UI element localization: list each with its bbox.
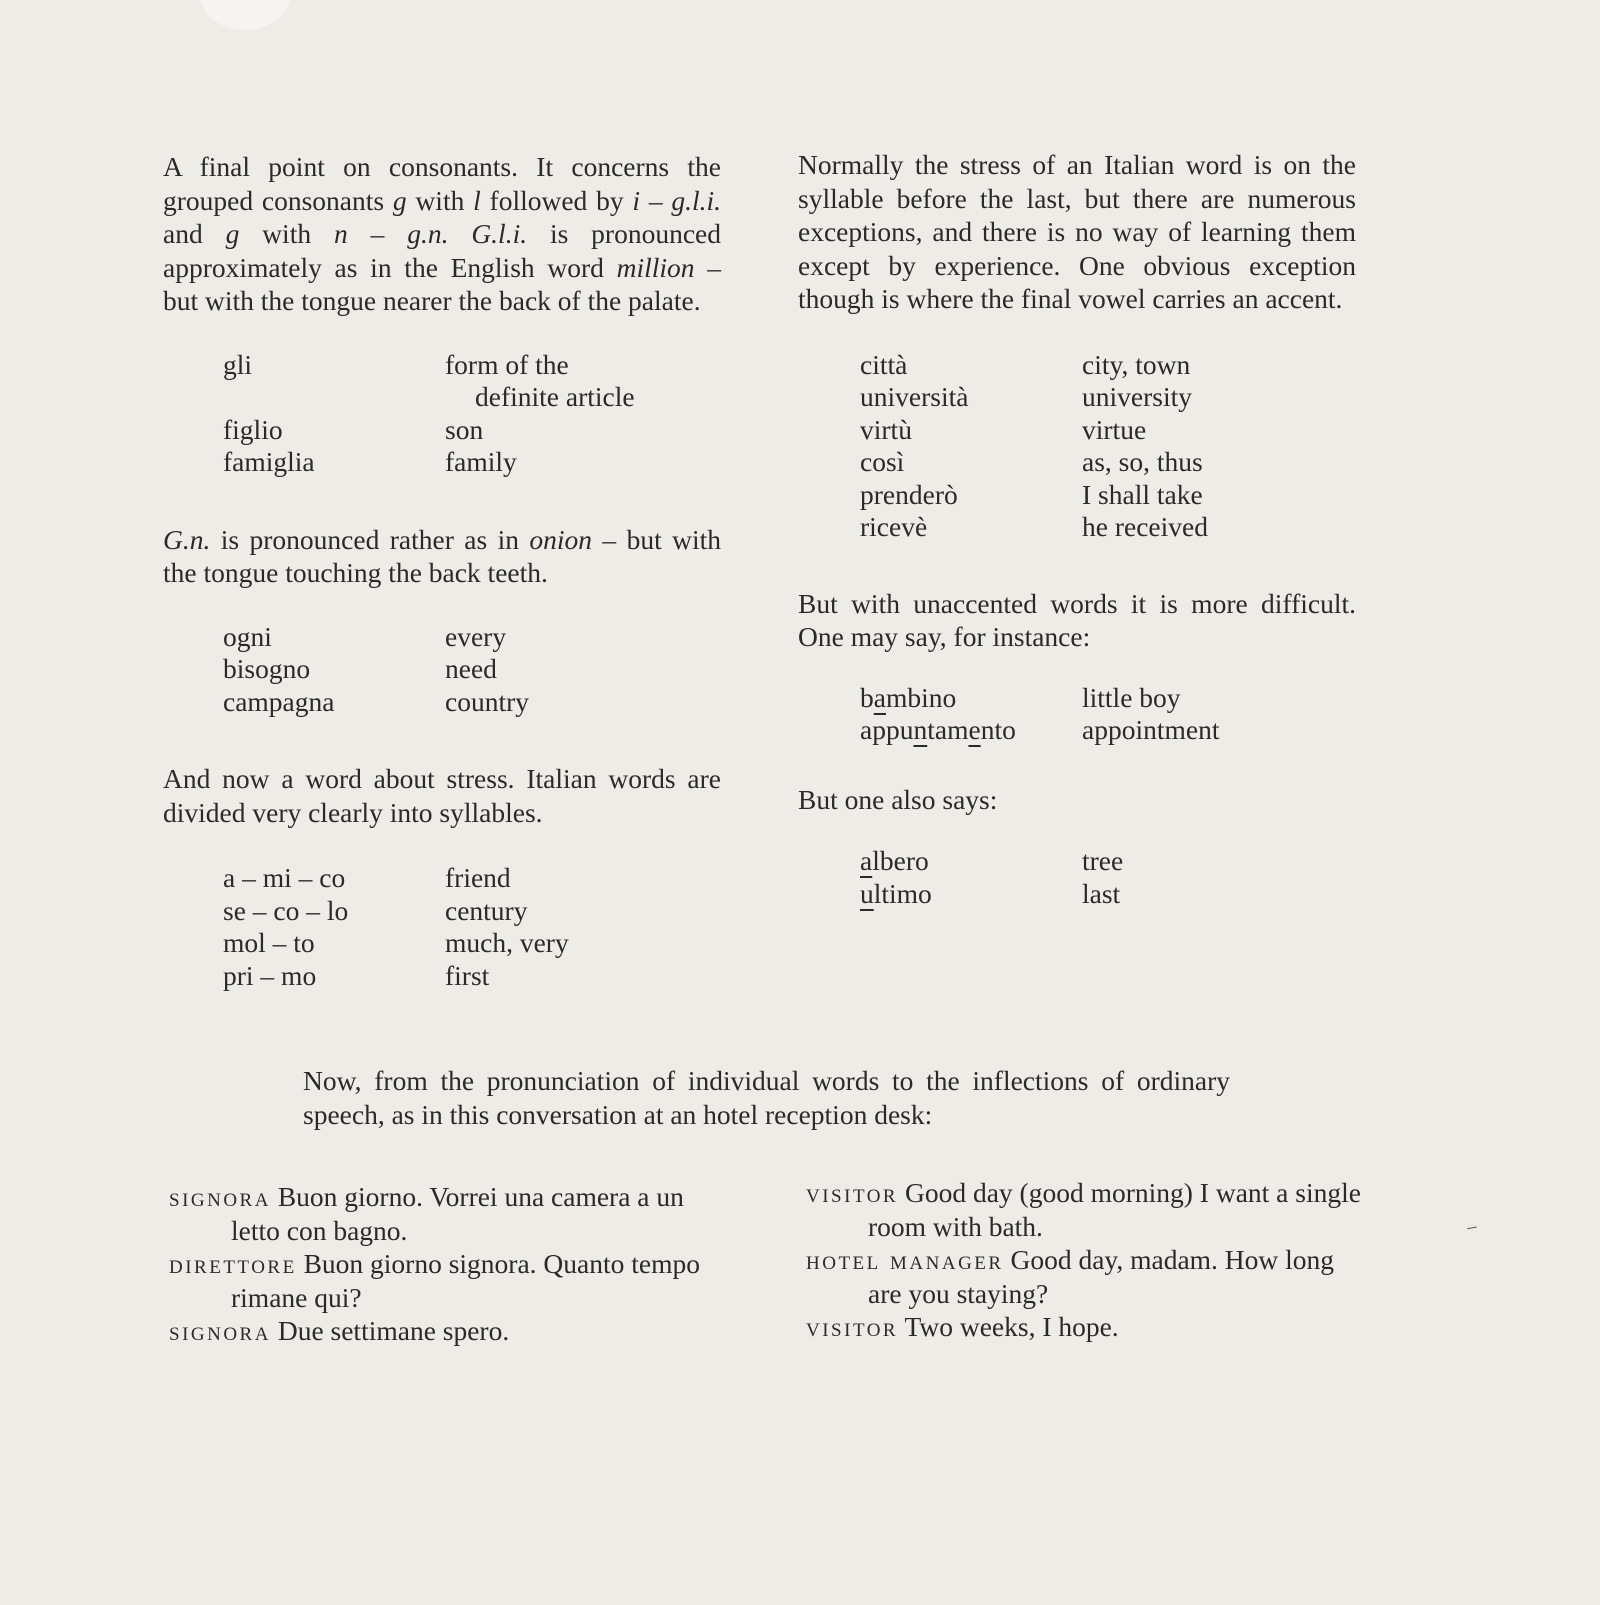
italian-word: pri – mo [223, 959, 317, 991]
speaker-name: visitor [806, 1178, 899, 1208]
english-translation: last [1082, 877, 1121, 909]
english-translation: as, so, thus [1082, 446, 1203, 477]
speaker-name: signora [169, 1182, 271, 1212]
text-run: – but with the tongue nearer the back of the palate. [163, 251, 722, 316]
dialogue-turn [806, 1310, 1362, 1344]
dialogue-line: Buon giorno signora. Quanto tempo rimane qui? [231, 1248, 700, 1313]
italian-word: ultimo [860, 877, 932, 909]
vocab-row [798, 845, 1123, 878]
left-column [163, 150, 721, 992]
bridge-paragraph: Now, from the pronunciation of individual words to the inflections of ordinary speech, as in this conversation at an hotel reception desk: [303, 1065, 1230, 1130]
vocab-row [163, 446, 635, 479]
english-translation: century [445, 894, 528, 926]
italian-word: così [860, 446, 905, 477]
english-translation: friend [445, 862, 511, 893]
italian-word: ogni [223, 620, 272, 652]
vocab-row [163, 862, 569, 895]
para-normal-stress [798, 148, 1356, 316]
vocab-row [163, 653, 529, 686]
vocab-row [798, 479, 1208, 512]
dialogue-line: Good day (good morning) I want a single room with bath. [868, 1177, 1361, 1242]
italic-term: onion [529, 523, 593, 555]
text-run: A final point on consonants. It concerns the grouped consonants [163, 151, 721, 216]
vocab-row [163, 686, 529, 719]
para-also-says [798, 783, 1356, 817]
text-run: is pronounced rather as in [210, 523, 530, 555]
italic-term: G.n. [163, 523, 211, 555]
dialogue-line: Buon giorno. Vorrei una camera a un letto con bagno. [231, 1181, 684, 1246]
vocab-row [163, 414, 635, 447]
italian-word: se – co – lo [223, 894, 349, 926]
vocab-gn-table [163, 621, 529, 719]
text-run: with [406, 184, 474, 216]
dialogue-turn [169, 1180, 729, 1247]
italian-word: famiglia [223, 446, 315, 477]
speaker-name: visitor [806, 1312, 899, 1342]
dialogue-line: Two weeks, I hope. [898, 1311, 1119, 1342]
italian-word: a – mi – co [223, 862, 346, 893]
dialogue-turn [806, 1243, 1362, 1310]
vocab-syllables-table [163, 862, 569, 992]
speaker-name: hotel manager [806, 1245, 1004, 1275]
text-run: followed by [480, 184, 633, 216]
italian-word: appuntamento [860, 714, 1016, 745]
vocab-row [798, 878, 1123, 911]
text-run: with [239, 218, 334, 249]
text-run: And now a word about stress. Italian words are divided very clearly into syllables. [163, 763, 721, 828]
stressed-syllable: a [860, 845, 873, 876]
italian-word: città [860, 348, 908, 380]
english-translation: need [445, 653, 497, 684]
dialogue-turn [169, 1314, 729, 1348]
para-unaccented [798, 587, 1356, 654]
vocab-row [798, 511, 1208, 544]
vocab-row [163, 960, 569, 993]
italian-word: albero [860, 845, 929, 876]
english-translation: university [1082, 381, 1192, 412]
text-run: But one also says: [798, 783, 998, 815]
english-translation: every [445, 620, 507, 652]
english-translation: he received [1082, 511, 1208, 542]
italic-term: million [616, 251, 695, 283]
stressed-syllable: u [860, 877, 874, 909]
italian-word: campagna [223, 685, 335, 717]
english-translation: city, town [1082, 348, 1191, 380]
stressed-syllable: a [873, 681, 886, 713]
italian-word: bisogno [223, 653, 311, 684]
italian-word: virtù [860, 413, 912, 445]
english-translation: tree [1082, 845, 1124, 876]
dialogue-line: Good day, madam. How long are you staying? [868, 1244, 1335, 1309]
vocab-row [798, 682, 1219, 715]
text-run: is pronounced approximately as in the English word [163, 218, 721, 283]
vocab-row [798, 414, 1208, 447]
english-translation-cont: definite article [475, 381, 635, 412]
english-translation: country [445, 685, 530, 717]
italian-word: prenderò [860, 478, 958, 510]
english-translation: I shall take [1082, 478, 1203, 510]
dialogue-english [806, 1176, 1362, 1344]
vocab-row [798, 446, 1208, 479]
italic-term: i – g.l.i. [632, 184, 722, 216]
vocab-row [163, 927, 569, 960]
vocab-also-table [798, 845, 1123, 910]
text-run: and [163, 218, 226, 249]
vocab-unaccented-table [798, 682, 1219, 747]
italic-term: g [392, 184, 407, 216]
english-translation: son [445, 413, 484, 445]
italian-word: mol – to [223, 927, 315, 958]
vocab-accent-table [798, 349, 1208, 544]
para-stress [163, 762, 721, 829]
dialogue-line: Due settimane spero. [270, 1315, 510, 1346]
page-corner-shadow [200, 0, 290, 30]
italic-term: n – g.n. G.l.i. [333, 218, 528, 249]
vocab-row [798, 349, 1208, 382]
margin-pen-mark: ⸝ [1463, 1212, 1485, 1237]
dialogue-turn [806, 1176, 1362, 1243]
italian-word: bambino [860, 681, 957, 713]
dialogue-italian [169, 1180, 729, 1348]
english-translation: family [445, 446, 517, 477]
italian-word: figlio [223, 413, 283, 445]
english-translation: first [445, 959, 490, 991]
speaker-name: signora [169, 1316, 271, 1346]
english-translation: appointment [1082, 714, 1220, 745]
english-translation: form of the definite article [445, 348, 635, 412]
text-run: Normally the stress of an Italian word is on the syllable before the last, but there are numerous exceptions, and there is no way of learning them except by experience. One obvious exception though is where the final vowel carries an accent. [798, 149, 1356, 314]
english-translation: much, very [445, 927, 569, 958]
vocab-gli-table [163, 349, 635, 479]
english-translation: little boy [1082, 681, 1181, 713]
right-column [798, 148, 1356, 910]
english-translation: virtue [1082, 413, 1147, 445]
italian-word: università [860, 381, 969, 412]
stressed-syllable: e [968, 714, 981, 745]
text-run: But with unaccented words it is more difficult. One may say, for instance: [798, 587, 1356, 652]
italic-term: l [473, 184, 481, 216]
stressed-syllable: n [913, 714, 928, 745]
vocab-row [798, 381, 1208, 414]
italic-term: g [225, 218, 240, 249]
italian-word: ricevè [860, 511, 928, 542]
vocab-row [163, 895, 569, 928]
vocab-row [163, 349, 635, 414]
para-gn [163, 523, 721, 590]
text-run: – but with the tongue touching the back teeth. [163, 523, 722, 588]
dialogue-turn [169, 1247, 729, 1314]
para-consonants [163, 150, 721, 318]
vocab-row [798, 714, 1219, 747]
vocab-row [163, 621, 529, 654]
speaker-name: direttore [169, 1249, 297, 1279]
italian-word: gli [223, 348, 253, 380]
